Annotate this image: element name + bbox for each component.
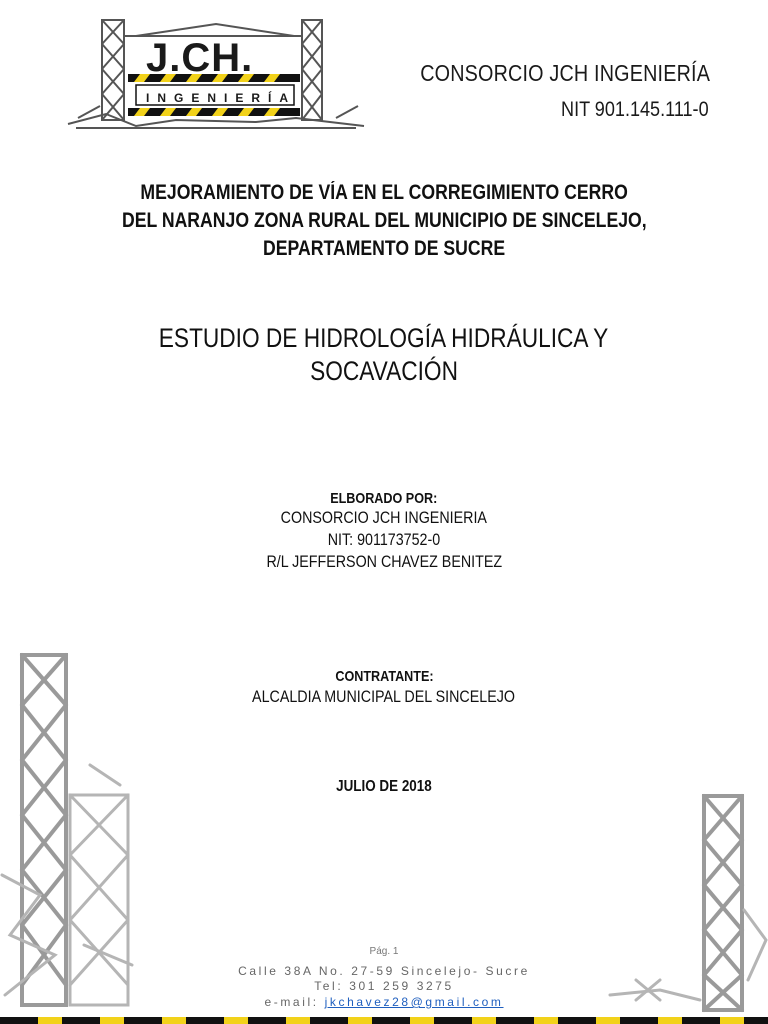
footer-telephone: Tel: 301 259 3275	[314, 979, 454, 993]
project-title	[0, 179, 768, 263]
study-title	[0, 322, 768, 388]
header-company-name: CONSORCIO JCH INGENIERÍA	[420, 60, 710, 86]
prepared-by-details	[0, 507, 768, 573]
header-company-nit: NIT 901.145.111-0	[561, 98, 709, 121]
prepared-by-heading	[0, 490, 768, 508]
logo-subtitle: INGENIERÍA	[146, 91, 297, 105]
scaffold-decoration-left-icon	[0, 645, 135, 1015]
company-logo	[66, 14, 366, 132]
footer-address: Calle 38A No. 27-59 Sincelejo- Sucre	[238, 964, 530, 978]
prepared-by-company: CONSORCIO JCH INGENIERIA	[280, 508, 488, 527]
document-date-text: JULIO DE 2018	[336, 778, 432, 795]
logo-wordmark: J.CH.	[146, 36, 254, 80]
project-title-line-1: MEJORAMIENTO DE VÍA EN EL CORREGIMIENTO CERRO	[140, 181, 628, 204]
prepared-by-nit: NIT: 901173752-0	[327, 530, 441, 549]
study-title-line-2: SOCAVACIÓN	[310, 356, 458, 386]
hazard-stripe-divider	[0, 1017, 768, 1024]
footer-email-link[interactable]: jkchavez28@gmail.com	[324, 995, 504, 1009]
project-title-line-3: DEPARTAMENTO DE SUCRE	[262, 237, 506, 260]
contractor-name-text: ALCALDIA MUNICIPAL DEL SINCELEJO	[252, 687, 516, 706]
study-title-line-1: ESTUDIO DE HIDROLOGÍA HIDRÁULICA Y	[159, 323, 609, 353]
footer-email-label: e-mail:	[264, 995, 325, 1009]
prepared-by-legal-rep: R/L JEFFERSON CHAVEZ BENITEZ	[266, 552, 502, 571]
contractor-heading-text: CONTRATANTE:	[334, 668, 434, 685]
footer-email-line	[0, 995, 768, 1009]
page-number: Pág. 1	[369, 946, 399, 957]
prepared-by-heading-text: ELBORADO POR:	[330, 490, 438, 507]
project-title-line-2: DEL NARANJO ZONA RURAL DEL MUNICIPIO DE SINCELEJO,	[121, 209, 647, 232]
